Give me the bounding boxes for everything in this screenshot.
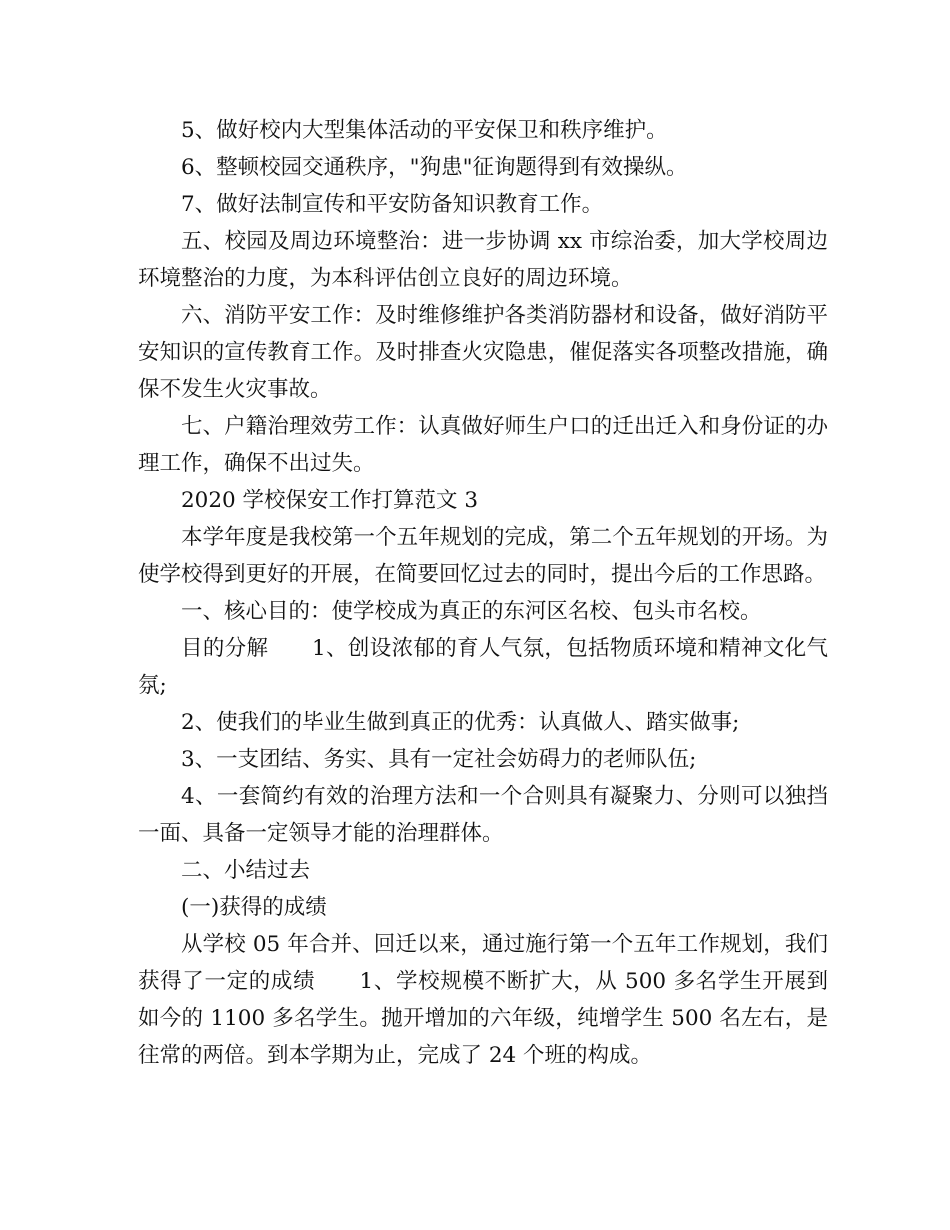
document-body [138, 112, 828, 1074]
paragraph-environment: 五、校园及周边环境整治：进一步协调 xx 市综治委，加大学校周边环境整治的力度，为本科评估创立良好的周边环境。 [138, 229, 828, 291]
paragraph-core-goal: 一、核心目的：使学校成为真正的东河区名校、包头市名校。 [181, 599, 762, 624]
paragraph-fire-safety: 六、消防平安工作：及时维修维护各类消防器材和设备，做好消防平安知识的宣传教育工作。及时排查火灾隐患，催促落实各项整改措施，确保不发生火灾事故。 [138, 303, 828, 402]
paragraph-item-5: 5、做好校内大型集体活动的平安保卫和秩序维护。 [181, 118, 668, 143]
paragraph-summary-heading: 二、小结过去 [181, 858, 311, 883]
paragraph-goal-2: 2、使我们的毕业生做到真正的优秀：认真做人、踏实做事; [181, 710, 740, 735]
paragraph-item-6: 6、整顿校园交通秩序，"狗患"征询题得到有效操纵。 [181, 155, 688, 180]
paragraph-household: 七、户籍治理效劳工作：认真做好师生户口的迁出迁入和身份证的办理工作，确保不出过失。 [138, 414, 828, 476]
paragraph-goal-breakdown: 目的分解 1、创设浓郁的育人气氛，包括物质环境和精神文化气氛; [138, 636, 828, 698]
paragraph-achievements-heading: (一)获得的成绩 [181, 895, 327, 920]
paragraph-achievements: 从学校 05 年合并、回迁以来，通过施行第一个五年工作规划，我们获得了一定的成绩 1、学校规模不断扩大，从 500 多名学生开展到如今的 1100 多名学生。抛开增加的六年级，纯增学生 500 名左右，是往常的两倍。到本学期为止，完成了 24 个班的构成。 [138, 932, 828, 1068]
paragraph-goal-3: 3、一支团结、务实、具有一定社会妨碍力的老师队伍; [181, 747, 697, 772]
paragraph-intro: 本学年度是我校第一个五年规划的完成，第二个五年规划的开场。为使学校得到更好的开展，在简要回忆过去的同时，提出今后的工作思路。 [138, 525, 828, 587]
paragraph-goal-4: 4、一套简约有效的治理方法和一个合则具有凝聚力、分则可以独挡一面、具备一定领导才能的治理群体。 [138, 784, 828, 846]
section-heading: 2020 学校保安工作打算范文 3 [181, 488, 479, 513]
paragraph-item-7: 7、做好法制宣传和平安防备知识教育工作。 [181, 192, 604, 217]
